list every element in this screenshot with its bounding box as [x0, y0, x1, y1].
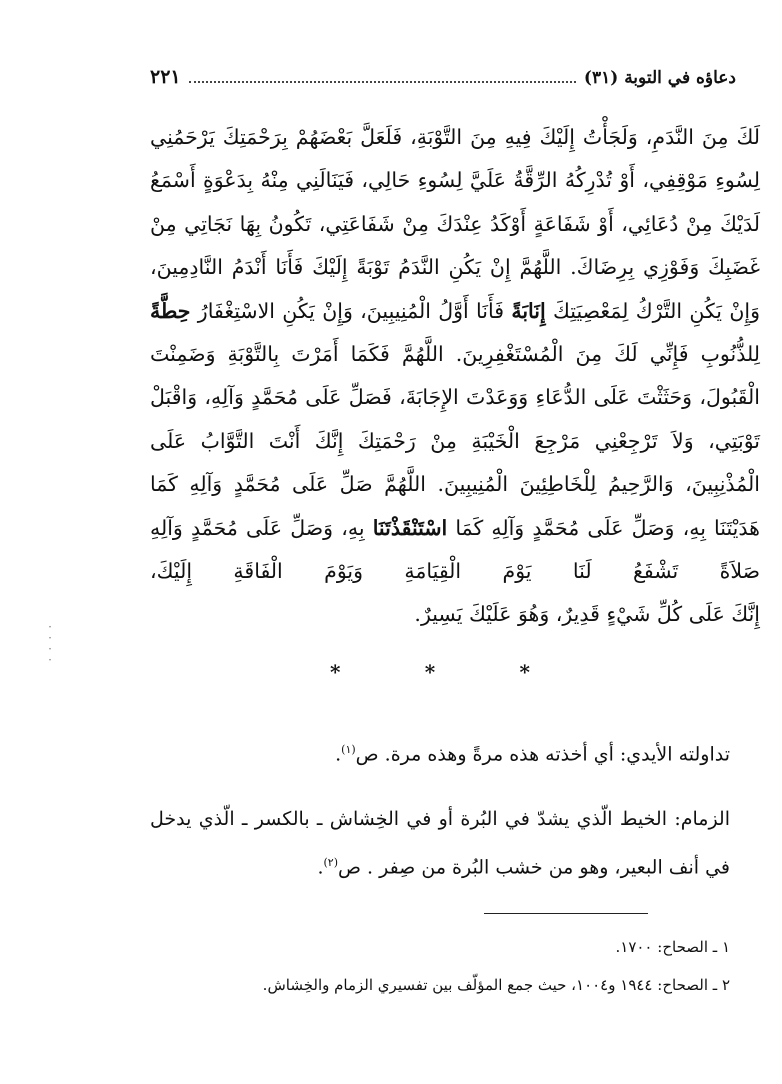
separator-star: * — [330, 660, 341, 684]
body-line: عَلَى الدُّعَاءِ وَوَعَدْتَ الإِجَابَةَ، فَصَلِّ عَلَى مُحَمَّدٍ وَآلِهِ، وَاقْبَلْ تَوْبَتِي، وَلاَ تَرْجِعْنِي — [150, 385, 760, 453]
footnote-item: ٢ ـ الصحاح: ١٩٤٤ و١٠٠٤، حيث جمع المؤلّف بين تفسيري الزمام والخِشاش. — [262, 976, 730, 994]
body-line: الْمُنِيبِينَ. اللَّهُمَّ صَلِّ عَلَى مُحَمَّدٍ وَآلِهِ كَمَا هَدَيْتَنَا بِهِ، وَصَلِّ عَلَى مُحَمَّدٍ وَآلِهِ كَمَا — [150, 472, 760, 540]
footnote-item: ١ ـ الصحاح: ١٧٠٠. — [615, 938, 730, 956]
footnote-ref[interactable]: (٢) — [323, 856, 338, 869]
section-separator — [330, 660, 530, 684]
footnote-divider — [484, 913, 648, 914]
body-line: فَإِنِّي لَكَ مِنَ الْمُسْتَغْفِرِينَ. اللَّهُمَّ فَكَمَا أَمَرْتَ بِالتَّوْبَةِ وَضَمِنْتَ الْقَبُولَ، وَحَثَثْتَ — [150, 342, 760, 410]
supplication-text — [150, 116, 760, 637]
footnotes — [150, 928, 730, 1004]
body-line: التَّرْكُ لِمَعْصِيَتِكَ — [553, 298, 683, 323]
running-header — [150, 66, 736, 92]
separator-star: * — [424, 660, 436, 684]
gloss-text: الزمام: الخيط الّذي يشدّ في البُرة أو في الخِشاش ـ بالكسر ـ الّذي يدخل في أنف البعير، وهو من خشب البُرة من صِفر . ص — [150, 808, 730, 879]
gloss-entry: تداولته الأيدي: أي أخذته هذه مرةً وهذه مرة. ص$^{(١)}$. — [335, 743, 730, 766]
body-line: لِسُوءِ مَوْقِفِي، أَوْ تُدْرِكُهُ الرِّقَّةُ عَلَيَّ لِسُوءِ حَالِي، فَيَنَالَنِي مِنْهُ بِدَعْوَةٍ أَسْمَعُ لَدَيْكَ — [150, 168, 760, 236]
gloss-entry: الزمام: الخيط الّذي يشدّ في البُرة أو في الخِشاش ـ بالكسر ـ الّذي يدخل في أنف البعير، وهو من خشب البُرة من صِفر . ص$^{(٢)}$. — [150, 808, 730, 879]
body-line: مِنْ دُعَائِي، أَوْ شَفَاعَةٍ أَوْكَدُ عِنْدَكَ مِنْ شَفَاعَتِي، تَكُونُ بِهَا نَجَاتِي مِنْ غَضَبِكَ — [150, 211, 760, 280]
glossed-word: حِطَّةً — [150, 298, 191, 323]
body-line: فَأَنَا أَوَّلُ الْمُنِيبِينَ، وَإِنْ يَكُنِ الاسْتِغْفَارُ — [197, 298, 505, 323]
body-line: لِلذُّنُوبِ — [700, 342, 760, 367]
header-dot-leader — [189, 69, 576, 83]
glossed-word: إِنَابَةً — [511, 298, 546, 323]
glossed-word: اسْتَنْقَذْتَنَا — [372, 515, 448, 540]
header-title: دعاؤه في التوبة (٣١) — [583, 68, 736, 88]
separator-star: * — [519, 660, 530, 684]
body-line: بِهِ، وَصَلِّ عَلَى مُحَمَّدٍ وَآلِهِ صَلاَةً تَشْفَعُ لَنَا يَوْمَ الْقِيَامَةِ وَيَوْمَ الْفَاقَةِ إِلَيْكَ، — [150, 515, 760, 584]
body-line: لَكَ مِنَ النَّدَمِ، وَلَجَأْتُ إِلَيْكَ فِيهِ مِنَ التَّوْبَةِ، فَلَعَلَّ بَعْضَهُمْ بِرَحْمَتِكَ يَرْحَمُنِي — [150, 125, 760, 149]
footnote-ref[interactable]: (١) — [341, 743, 356, 756]
body-line: وَفَوْزِي بِرِضَاكَ. اللَّهُمَّ إِنْ يَكُنِ النَّدَمُ تَوْبَةً إِلَيْكَ فَأَنَا أَنْدَمُ النَّادِمِينَ، وَإِنْ يَكُنِ — [150, 255, 760, 323]
body-line: مَرْجِعَ الْخَيْبَةِ مِنْ رَحْمَتِكَ إِنَّكَ أَنْتَ التَّوَّابُ عَلَى الْمُذْنِبِينَ، وَالرَّحِيمُ لِلْخَاطِئِينَ — [150, 428, 760, 497]
page-number: ٢٢١ — [150, 66, 181, 88]
margin-marks: · · · · — [48, 620, 52, 667]
gloss-text: تداولته الأيدي: أي أخذته هذه مرةً وهذه مرة. ص — [355, 743, 730, 766]
body-line: إِنَّكَ عَلَى كُلِّ شَيْءٍ قَدِيرٌ، وَهُوَ عَلَيْكَ يَسِيرٌ. — [414, 602, 760, 627]
